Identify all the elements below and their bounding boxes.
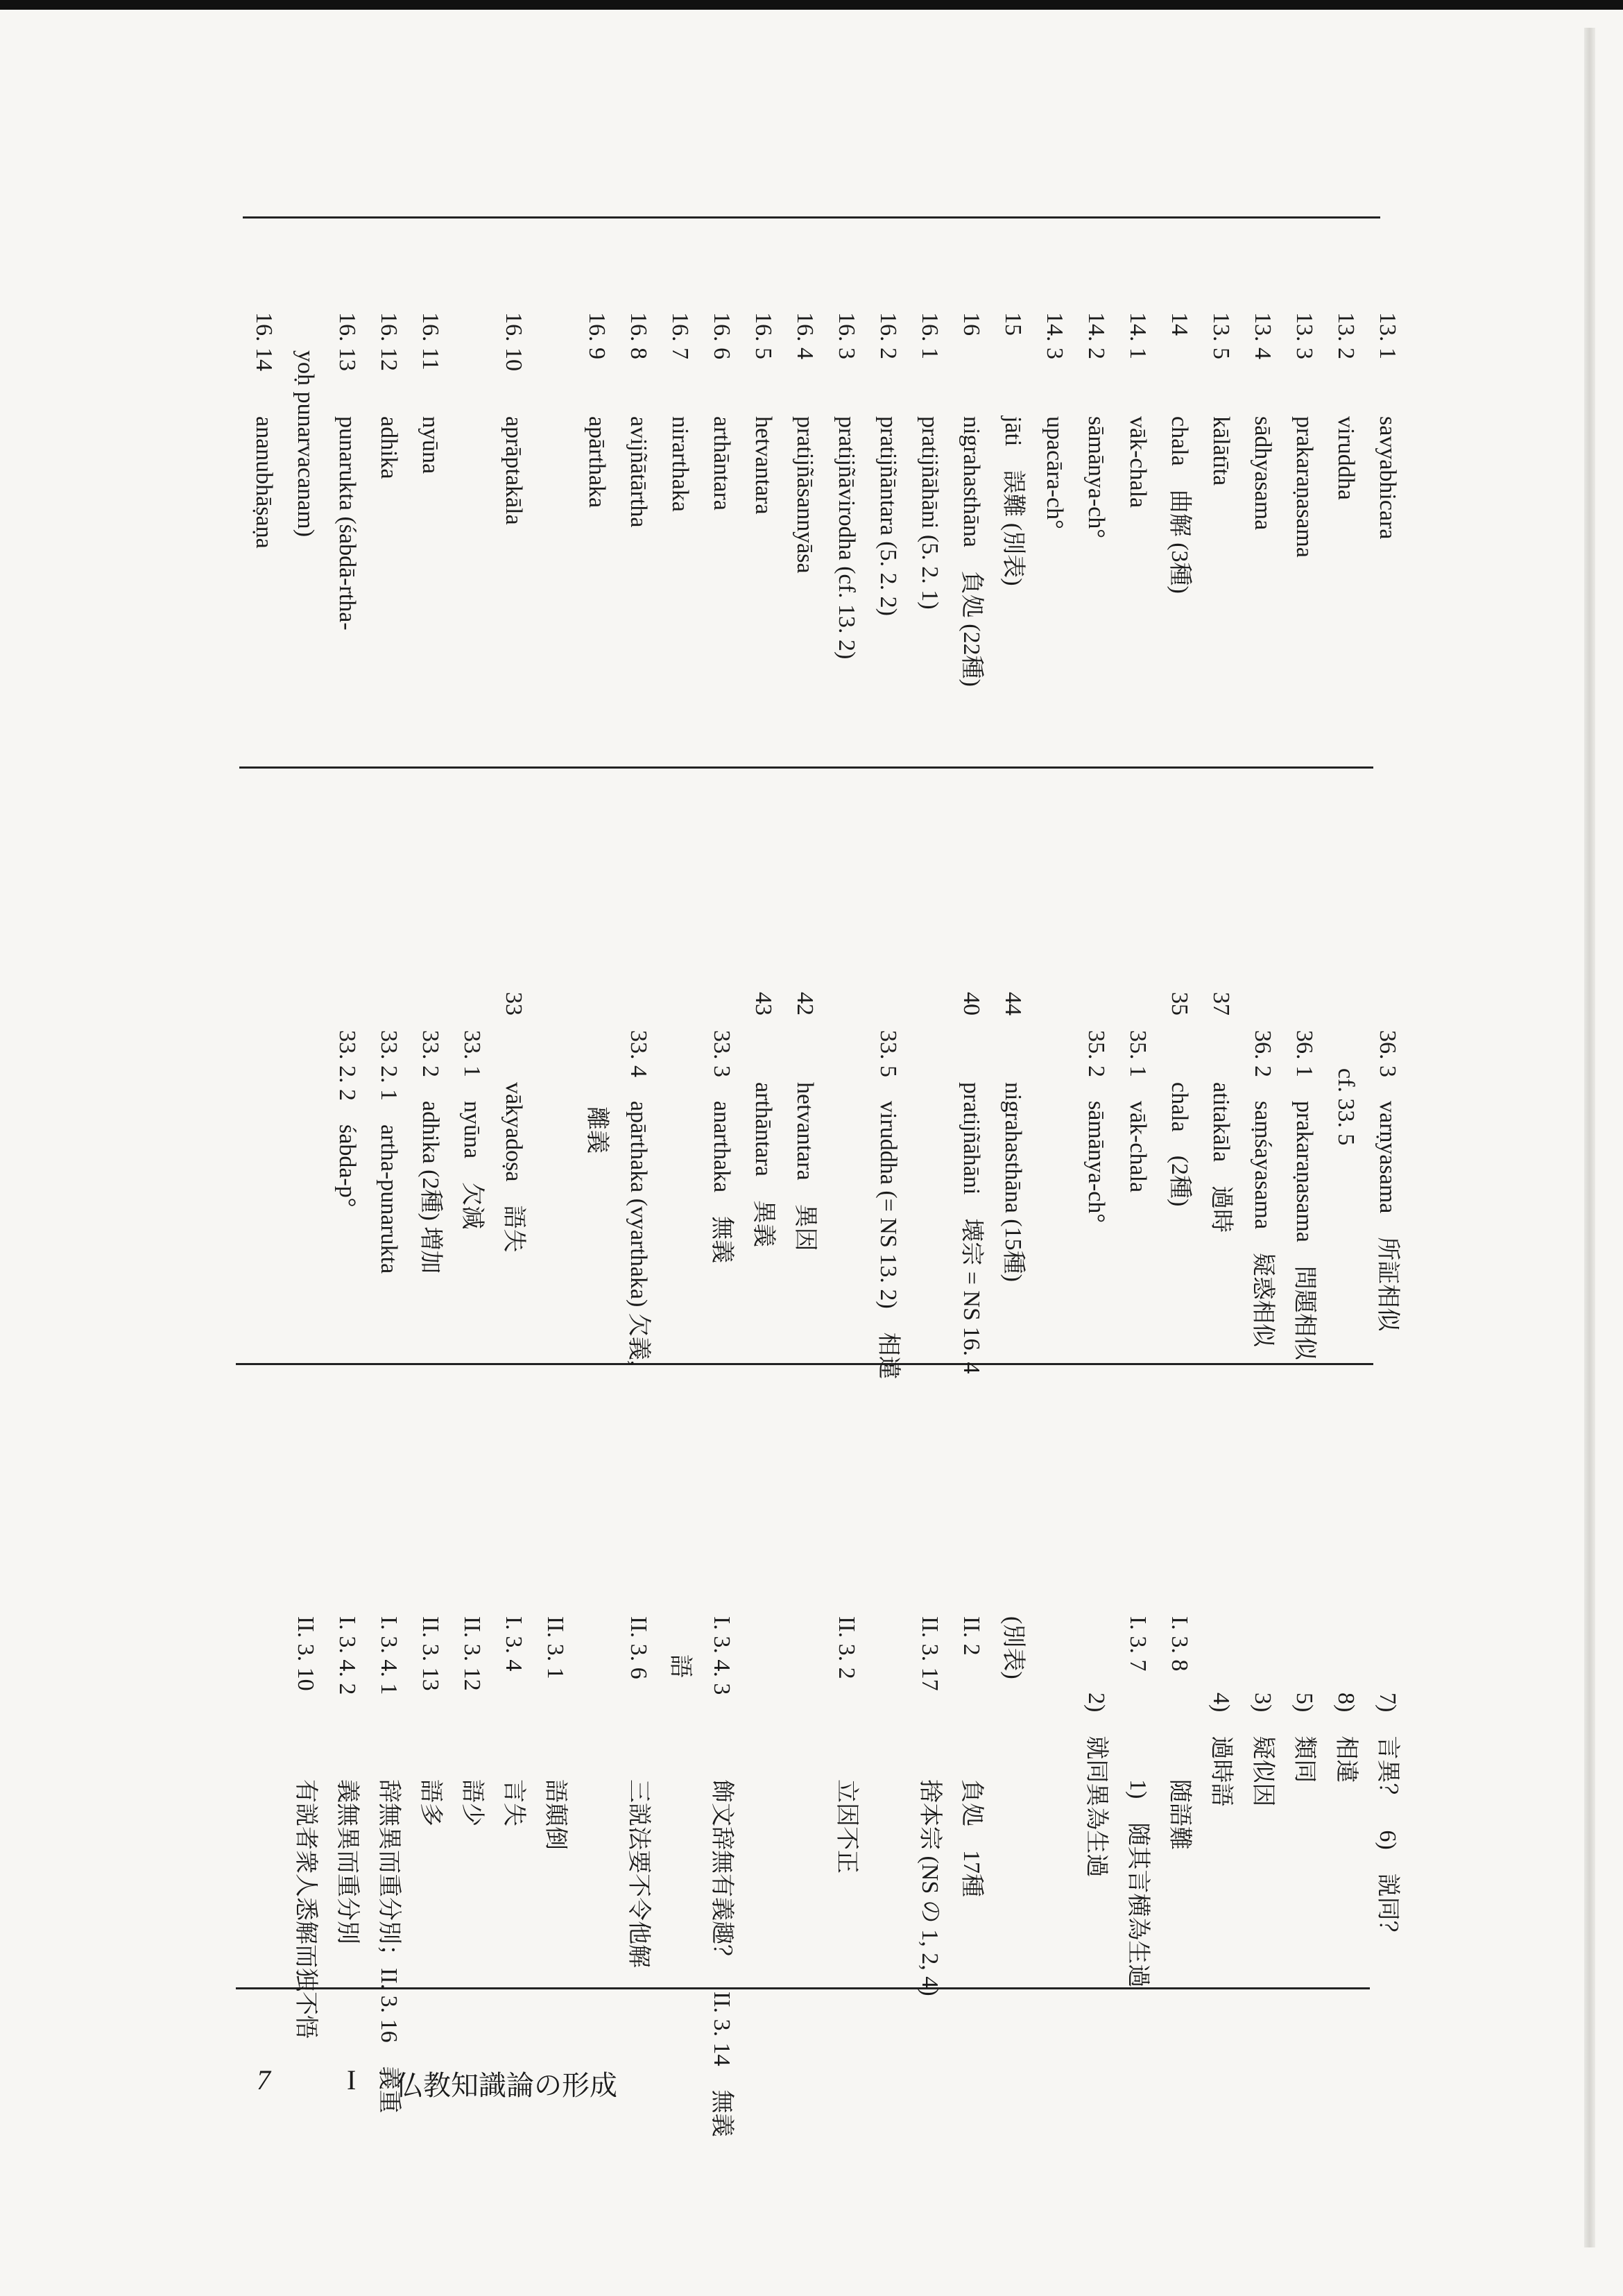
row-number: I. 3. 7 (1125, 1616, 1151, 1672)
row-text: arthāntara (709, 416, 735, 511)
row-text: avijñātārtha (626, 416, 651, 528)
column-1 (222, 312, 1401, 936)
row-text: 33. 4 apārthaka (vyarthaka) 欠義, (626, 1030, 651, 1367)
row-number: 33 (501, 992, 526, 1016)
row-text: 捨本宗 (NS の 1, 2, 4) (917, 1779, 943, 1996)
row-text: 36. 1 prakaraṇasama 問題相似 (1291, 1030, 1317, 1360)
row-number: I. 3. 4 (501, 1616, 526, 1672)
row-number: I. 3. 8 (1167, 1616, 1192, 1672)
row-text: pratijñāhāni (5. 2. 1) (917, 416, 943, 610)
row-text: 有説者衆人悉解而独不悟 (293, 1779, 318, 2039)
row-text: vākyadoṣa 語失 (501, 1082, 526, 1253)
row-text: 1) 随其言横為生過 (1125, 1779, 1151, 1988)
row-number: II. 3. 2 (834, 1616, 859, 1679)
row-text: 33. 2 adhika (2種) 増加 (418, 1030, 443, 1274)
row-text: 7) 言異？ 6) 説同？ (1375, 1693, 1400, 1944)
section-number: I (347, 2064, 357, 2096)
row-number: 16. 9 (584, 312, 610, 359)
row-number: 16. 7 (667, 312, 693, 359)
row-text: 随語難 (1167, 1779, 1192, 1850)
row-number: 16 (959, 312, 984, 336)
row-number: II. 3. 6 (626, 1616, 651, 1679)
row-text: upacāra-ch° (1042, 416, 1067, 529)
row-number: 14. 2 (1083, 312, 1109, 359)
row-text: yoḥ punarvacanam) (293, 350, 318, 538)
page-number: 7 (257, 2064, 270, 2096)
row-number: 16. 10 (501, 312, 526, 371)
row-text: 2) 就同異為生過 (1083, 1693, 1109, 1878)
row-text: atitakāla 過時 (1208, 1082, 1234, 1233)
row-number: 44 (1000, 992, 1026, 1016)
row-text: nyūna (418, 416, 443, 474)
row-number: 13. 5 (1208, 312, 1234, 359)
row-text: punarukta (śabdā-rtha- (334, 416, 360, 631)
row-number: 16. 2 (875, 312, 901, 359)
row-text: 33. 2. 1 artha-punarukta (376, 1030, 402, 1274)
row-text: 35. 1 vāk-chala (1125, 1030, 1151, 1193)
row-number: 16. 11 (418, 312, 443, 370)
row-number: 13. 2 (1333, 312, 1359, 359)
row-text: chala 曲解 (3種) (1167, 416, 1192, 594)
row-text: 33. 1 nyūna 欠減 (459, 1030, 485, 1230)
row-text: savyabhicara (1375, 416, 1400, 540)
row-text: pratijñāntara (5. 2. 2) (875, 416, 901, 616)
scan-edge-shadow (1584, 28, 1595, 2247)
row-number: 16. 13 (334, 312, 360, 371)
row-text: 三説法要不令他解 (626, 1779, 651, 1968)
row-number: I. 3. 4. 1 (376, 1616, 402, 1695)
row-text: 36. 2 saṃśayasama 疑惑相似 (1250, 1030, 1276, 1348)
top-border (0, 0, 1623, 10)
row-text: hetvantara 異因 (792, 1082, 818, 1251)
row-number: 16. 5 (750, 312, 776, 359)
row-number: II. 3. 12 (459, 1616, 485, 1691)
row-text: 33. 5 viruddha (= NS 13. 2) 相違 (875, 1030, 901, 1380)
row-text: 33. 3 anarthaka 無義 (709, 1030, 735, 1264)
row-text: 4) 過時語 (1208, 1693, 1234, 1807)
row-text: 立因不正 (834, 1779, 859, 1874)
row-number: 35 (1167, 992, 1192, 1016)
row-text: 5) 類同 (1291, 1693, 1317, 1783)
row-number: 14 (1167, 312, 1192, 336)
row-text: apārthaka (584, 416, 610, 508)
row-number: I. 3. 4. 2 (334, 1616, 360, 1695)
row-number: 37 (1208, 992, 1234, 1016)
row-number: 13. 3 (1291, 312, 1317, 359)
row-number: 13. 4 (1250, 312, 1276, 359)
row-text: hetvantara (750, 416, 776, 515)
row-text: 語少 (459, 1779, 485, 1826)
row-number: 15 (1000, 312, 1026, 336)
row-text: sāmānya-ch° (1083, 416, 1109, 538)
row-text: 語顛倒 (542, 1779, 568, 1850)
row-text: 辞無異而重分別；II. 3. 16 義重 (376, 1779, 402, 2114)
row-text: cf. 33. 5 (1333, 1068, 1359, 1146)
row-text: nigrahasthāna (15種) (1000, 1082, 1026, 1282)
row-text: 義無異而重分別 (334, 1779, 360, 1944)
row-text: 言失 (501, 1779, 526, 1826)
row-text: jāti 誤難 (別表) (1000, 416, 1026, 586)
row-text: 離義 (584, 1106, 610, 1154)
row-text: 3) 疑似因 (1250, 1693, 1276, 1807)
row-number: 16. 3 (834, 312, 859, 359)
running-title: 仏教知識論の形成 (395, 2070, 617, 2102)
row-number: 16. 8 (626, 312, 651, 359)
row-text: 語多 (418, 1779, 443, 1826)
row-text: adhika (376, 416, 402, 479)
row-text: kālātīta (1208, 416, 1234, 486)
row-number: I. 3. 4. 3 (709, 1616, 735, 1695)
row-text: prakaraṇasama (1291, 416, 1317, 558)
row-text: pratijñāsannyāsa (792, 416, 818, 574)
row-number: 16. 14 (251, 312, 277, 371)
row-number: (別表) (1000, 1616, 1026, 1679)
row-text: 語 (667, 1654, 693, 1678)
row-number: II. 3. 17 (917, 1616, 943, 1691)
row-text: viruddha (1333, 416, 1359, 500)
row-text: pratijñāhāni 壊宗 = NS 16. 4 (959, 1082, 984, 1374)
row-number: 16. 4 (792, 312, 818, 359)
row-text: sādhyasama (1250, 416, 1276, 531)
row-number: 43 (750, 992, 776, 1016)
row-text: 33. 2. 2 śabda-p° (334, 1030, 360, 1208)
row-text: nirarthaka (667, 416, 693, 512)
row-text: 35. 2 sāmānya-ch° (1083, 1030, 1109, 1223)
row-number: 14. 3 (1042, 312, 1067, 359)
row-text: 8) 相違 (1333, 1693, 1359, 1783)
row-text: arthāntara 異義 (750, 1082, 776, 1247)
row-number: 42 (792, 992, 818, 1016)
row-number: 16. 1 (917, 312, 943, 359)
row-text: 飾文辞無有義趣？ II. 3. 14 無義 (709, 1779, 735, 2137)
row-number: II. 2 (959, 1616, 984, 1656)
row-text: nigrahasthāna 負処 (22種) (959, 416, 984, 687)
row-text: ananubhāṣaṇa (251, 416, 277, 549)
row-number: 16. 12 (376, 312, 402, 371)
row-text: 負処 17種 (959, 1779, 984, 1897)
row-text: 36. 3 varṇyasama 所証相似 (1375, 1030, 1400, 1332)
row-text: pratijñāvirodha (cf. 13. 2) (834, 416, 859, 660)
row-text: aprāptakāla (501, 416, 526, 525)
row-number: II. 3. 10 (293, 1616, 318, 1691)
row-text: chala (2種) (1167, 1082, 1192, 1207)
row-number: 40 (959, 992, 984, 1016)
row-number: 13. 1 (1375, 312, 1400, 359)
row-number: II. 3. 13 (418, 1616, 443, 1691)
column-2 (222, 992, 1401, 1602)
row-number: 16. 6 (709, 312, 735, 359)
row-number: 14. 1 (1125, 312, 1151, 359)
row-text: vāk-chala (1125, 416, 1151, 508)
row-number: II. 3. 1 (542, 1616, 568, 1679)
